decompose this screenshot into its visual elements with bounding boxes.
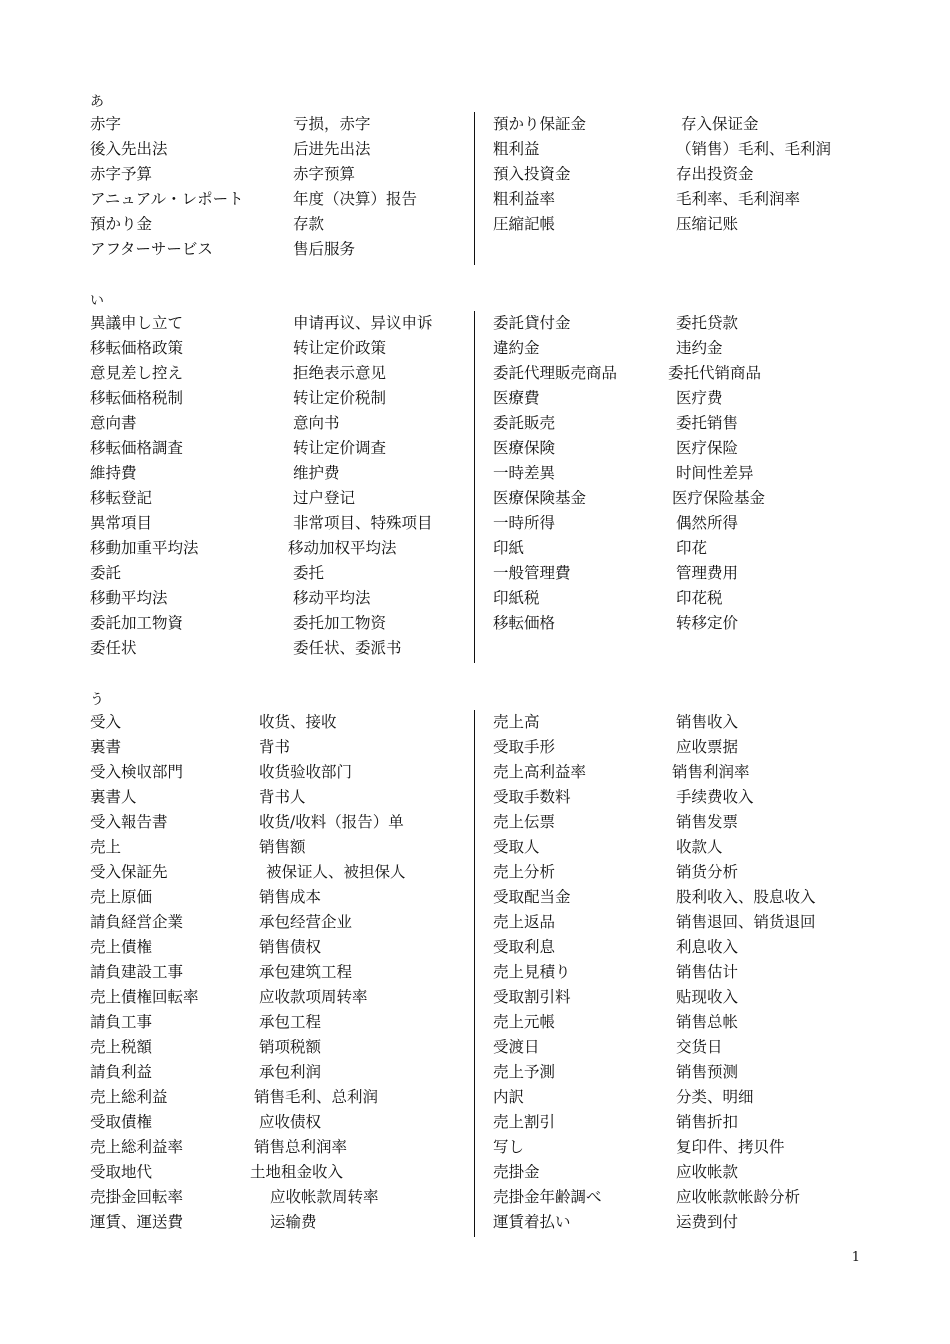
chinese-translation: 交货日 [676, 1038, 723, 1056]
term-row [90, 336, 470, 361]
japanese-term: 異議申し立て [90, 314, 184, 332]
japanese-term: 移転価格 [493, 614, 556, 632]
japanese-term: 売上総利益率 [90, 1138, 184, 1156]
term-row [476, 960, 870, 985]
term-row [90, 960, 470, 985]
chinese-translation: 分类、明细 [676, 1088, 754, 1106]
chinese-translation: 委托销售 [676, 414, 739, 432]
term-row [476, 586, 870, 611]
chinese-translation: 销售总帐 [676, 1013, 739, 1031]
japanese-term: 受取債権 [90, 1113, 153, 1131]
term-row [90, 561, 470, 586]
chinese-translation: 过户登记 [293, 489, 356, 507]
term-row [476, 336, 870, 361]
chinese-translation: 医疗费 [676, 389, 723, 407]
japanese-term: 売上元帳 [493, 1013, 556, 1031]
term-row [476, 835, 870, 860]
japanese-term: 圧縮記帳 [493, 215, 556, 233]
japanese-term: 印紙 [493, 539, 525, 557]
left-column [90, 710, 470, 1235]
chinese-translation: 承包工程 [259, 1013, 322, 1031]
term-row [90, 1085, 470, 1110]
japanese-term: 委託加工物資 [90, 614, 184, 632]
chinese-translation: 申请再议、异议申诉 [293, 314, 433, 332]
japanese-term: 一時所得 [493, 514, 556, 532]
japanese-term: 受取配当金 [493, 888, 571, 906]
term-row [90, 386, 470, 411]
term-row [90, 436, 470, 461]
japanese-term: 売掛金年齢調べ [493, 1188, 602, 1206]
japanese-term: 売上税額 [90, 1038, 153, 1056]
term-row [90, 785, 470, 810]
chinese-translation: 销售收入 [676, 713, 739, 731]
japanese-term: 赤字 [90, 115, 122, 133]
term-row [90, 636, 470, 661]
japanese-term: 委任状 [90, 639, 137, 657]
chinese-translation: 违约金 [676, 339, 723, 357]
chinese-translation: 应收票据 [676, 738, 739, 756]
japanese-term: 委託代理販売商品 [493, 364, 618, 382]
term-row [476, 461, 870, 486]
japanese-term: 売上原価 [90, 888, 153, 906]
chinese-translation: 销售预测 [676, 1063, 739, 1081]
chinese-translation: 委托贷款 [676, 314, 739, 332]
chinese-translation: 转让定价政策 [293, 339, 387, 357]
chinese-translation: （销售）毛利、毛利润 [676, 140, 832, 158]
chinese-translation: 亏损，赤字 [293, 115, 371, 133]
chinese-translation: 非常项目、特殊项目 [293, 514, 433, 532]
chinese-translation: 存入保证金 [681, 115, 759, 133]
term-row [90, 985, 470, 1010]
chinese-translation: 转让定价税制 [293, 389, 387, 407]
chinese-translation: 后进先出法 [293, 140, 371, 158]
term-row [90, 835, 470, 860]
term-row [90, 1035, 470, 1060]
chinese-translation: 医疗保险基金 [672, 489, 766, 507]
japanese-term: 売上 [90, 838, 122, 856]
japanese-term: 一時差異 [493, 464, 556, 482]
chinese-translation: 复印件、拷贝件 [676, 1138, 785, 1156]
term-row [476, 212, 870, 237]
chinese-translation: 销售利润率 [672, 763, 750, 781]
term-row [476, 910, 870, 935]
chinese-translation: 移动平均法 [293, 589, 371, 607]
chinese-translation: 销售折扣 [676, 1113, 739, 1131]
chinese-translation: 手续费收入 [676, 788, 754, 806]
term-row [476, 860, 870, 885]
term-row [90, 810, 470, 835]
chinese-translation: 维护费 [293, 464, 340, 482]
term-row [90, 1185, 470, 1210]
japanese-term: アニュアル・レポート [90, 190, 244, 208]
japanese-term: 売上総利益 [90, 1088, 168, 1106]
chinese-translation: 背书 [259, 738, 291, 756]
japanese-term: 売上高利益率 [493, 763, 587, 781]
japanese-term: 意向書 [90, 414, 137, 432]
japanese-term: 赤字予算 [90, 165, 153, 183]
chinese-translation: 销售估计 [676, 963, 739, 981]
japanese-term: 裏書人 [90, 788, 137, 806]
term-row [476, 1035, 870, 1060]
term-row [476, 935, 870, 960]
japanese-term: 移動加重平均法 [90, 539, 199, 557]
term-row [476, 411, 870, 436]
chinese-translation: 转移定价 [676, 614, 739, 632]
term-row [90, 1060, 470, 1085]
chinese-translation: 利息收入 [676, 938, 739, 956]
chinese-translation: 销售退回、销货退回 [676, 913, 816, 931]
term-row [476, 511, 870, 536]
term-row [476, 187, 870, 212]
term-row [90, 162, 470, 187]
japanese-term: 医療費 [493, 389, 540, 407]
term-row [90, 212, 470, 237]
japanese-term: 受入報告書 [90, 813, 168, 831]
japanese-term: 異常項目 [90, 514, 153, 532]
japanese-term: 売上予測 [493, 1063, 556, 1081]
japanese-term: 粗利益 [493, 140, 540, 158]
term-row [476, 1085, 870, 1110]
chinese-translation: 管理费用 [676, 564, 739, 582]
term-row [90, 361, 470, 386]
japanese-term: 売上伝票 [493, 813, 556, 831]
japanese-term: 預かり金 [90, 215, 153, 233]
chinese-translation: 医疗保险 [676, 439, 739, 457]
japanese-term: 裏書 [90, 738, 122, 756]
chinese-translation: 应收帐款周转率 [270, 1188, 379, 1206]
term-row [90, 1135, 470, 1160]
term-row [476, 985, 870, 1010]
chinese-translation: 应收帐款 [676, 1163, 739, 1181]
chinese-translation: 售后服务 [293, 240, 356, 258]
chinese-translation: 销售成本 [259, 888, 322, 906]
japanese-term: 売上債権回転率 [90, 988, 199, 1006]
japanese-term: 維持費 [90, 464, 137, 482]
chinese-translation: 运输费 [270, 1213, 317, 1231]
chinese-translation: 背书人 [259, 788, 306, 806]
chinese-translation: 应收帐款帐龄分析 [676, 1188, 801, 1206]
chinese-translation: 收货/收料（报告）单 [259, 813, 404, 831]
japanese-term: 売上割引 [493, 1113, 556, 1131]
term-row [90, 486, 470, 511]
right-column [476, 112, 870, 237]
chinese-translation: 时间性差异 [676, 464, 754, 482]
term-row [90, 935, 470, 960]
term-row [476, 486, 870, 511]
japanese-term: 受取地代 [90, 1163, 153, 1181]
term-row [90, 710, 470, 735]
chinese-translation: 赤字预算 [293, 165, 356, 183]
term-row [476, 386, 870, 411]
japanese-term: 売掛金回転率 [90, 1188, 184, 1206]
term-row [476, 561, 870, 586]
japanese-term: 移転価格調査 [90, 439, 184, 457]
chinese-translation: 印花 [676, 539, 708, 557]
section-kana-heading: う [90, 692, 104, 708]
term-row [90, 511, 470, 536]
japanese-term: 請負工事 [90, 1013, 153, 1031]
japanese-term: 一般管理費 [493, 564, 571, 582]
japanese-term: 運賃、運送費 [90, 1213, 184, 1231]
japanese-term: 委託販売 [493, 414, 556, 432]
japanese-term: アフターサービス [90, 240, 213, 258]
term-row [90, 611, 470, 636]
chinese-translation: 销售毛利、总利润 [254, 1088, 379, 1106]
term-row [476, 1185, 870, 1210]
chinese-translation: 应收债权 [259, 1113, 322, 1131]
japanese-term: 写し [493, 1138, 525, 1156]
japanese-term: 移転登記 [90, 489, 153, 507]
chinese-translation: 委任状、委派书 [293, 639, 402, 657]
chinese-translation: 委托 [293, 564, 325, 582]
term-row [90, 461, 470, 486]
term-row [90, 586, 470, 611]
japanese-term: 受取割引料 [493, 988, 571, 1006]
term-row [476, 710, 870, 735]
chinese-translation: 销售总利润率 [254, 1138, 348, 1156]
japanese-term: 粗利益率 [493, 190, 556, 208]
japanese-term: 受入 [90, 713, 122, 731]
japanese-term: 移転価格政策 [90, 339, 184, 357]
term-row [90, 187, 470, 212]
term-row [476, 112, 870, 137]
term-row [476, 760, 870, 785]
japanese-term: 請負建設工事 [90, 963, 184, 981]
term-row [90, 311, 470, 336]
term-row [476, 785, 870, 810]
chinese-translation: 收货、接收 [259, 713, 337, 731]
japanese-term: 請負利益 [90, 1063, 153, 1081]
term-row [90, 1160, 470, 1185]
chinese-translation: 存出投资金 [676, 165, 754, 183]
chinese-translation: 承包建筑工程 [259, 963, 353, 981]
japanese-term: 移動平均法 [90, 589, 168, 607]
chinese-translation: 销货分析 [676, 863, 739, 881]
japanese-term: 委託 [90, 564, 122, 582]
japanese-term: 受取人 [493, 838, 540, 856]
japanese-term: 後入先出法 [90, 140, 168, 158]
japanese-term: 売上見積り [493, 963, 571, 981]
section-kana-heading: い [90, 293, 104, 309]
japanese-term: 医療保険基金 [493, 489, 587, 507]
japanese-term: 違約金 [493, 339, 540, 357]
term-row [476, 611, 870, 636]
japanese-term: 請負経営企業 [90, 913, 184, 931]
japanese-term: 受入保証先 [90, 863, 168, 881]
japanese-term: 医療保険 [493, 439, 556, 457]
chinese-translation: 运费到付 [676, 1213, 739, 1231]
japanese-term: 内訳 [493, 1088, 525, 1106]
japanese-term: 売上分析 [493, 863, 556, 881]
chinese-translation: 收货验收部门 [259, 763, 353, 781]
term-row [90, 536, 470, 561]
term-row [476, 1210, 870, 1235]
japanese-term: 預入投資金 [493, 165, 571, 183]
japanese-term: 売上高 [493, 713, 540, 731]
chinese-translation: 移动加权平均法 [288, 539, 397, 557]
chinese-translation: 销售额 [259, 838, 306, 856]
left-column [90, 311, 470, 661]
term-row [90, 910, 470, 935]
column-divider [474, 710, 475, 1237]
japanese-term: 運賃着払い [493, 1213, 571, 1231]
japanese-term: 売上債権 [90, 938, 153, 956]
term-row [90, 411, 470, 436]
chinese-translation: 拒绝表示意见 [293, 364, 387, 382]
japanese-term: 受取利息 [493, 938, 556, 956]
japanese-term: 印紙税 [493, 589, 540, 607]
chinese-translation: 毛利率、毛利润率 [676, 190, 801, 208]
chinese-translation: 年度（决算）报告 [293, 190, 418, 208]
chinese-translation: 贴现收入 [676, 988, 739, 1006]
term-row [90, 237, 470, 262]
japanese-term: 売上返品 [493, 913, 556, 931]
chinese-translation: 销售发票 [676, 813, 739, 831]
term-row [90, 112, 470, 137]
term-row [476, 361, 870, 386]
chinese-translation: 委托代销商品 [668, 364, 762, 382]
term-row [476, 735, 870, 760]
term-row [476, 162, 870, 187]
chinese-translation: 土地租金收入 [250, 1163, 344, 1181]
term-row [476, 137, 870, 162]
chinese-translation: 意向书 [293, 414, 340, 432]
japanese-term: 受入検収部門 [90, 763, 184, 781]
term-row [476, 311, 870, 336]
chinese-translation: 被保证人、被担保人 [266, 863, 406, 881]
term-row [476, 1010, 870, 1035]
term-row [476, 536, 870, 561]
section-kana-heading: あ [90, 94, 104, 110]
chinese-translation: 销售债权 [259, 938, 322, 956]
column-divider [474, 311, 475, 663]
term-row [476, 1060, 870, 1085]
term-row [90, 760, 470, 785]
chinese-translation: 压缩记账 [676, 215, 739, 233]
term-row [476, 1160, 870, 1185]
chinese-translation: 承包利润 [259, 1063, 322, 1081]
term-row [476, 436, 870, 461]
right-column [476, 311, 870, 636]
term-row [476, 1110, 870, 1135]
chinese-translation: 委托加工物资 [293, 614, 387, 632]
chinese-translation: 承包经营企业 [259, 913, 353, 931]
term-row [90, 1010, 470, 1035]
japanese-term: 委託貸付金 [493, 314, 571, 332]
chinese-translation: 印花税 [676, 589, 723, 607]
right-column [476, 710, 870, 1235]
term-row [90, 860, 470, 885]
chinese-translation: 偶然所得 [676, 514, 739, 532]
chinese-translation: 销项税额 [259, 1038, 322, 1056]
column-divider [474, 112, 475, 265]
term-row [90, 1210, 470, 1235]
left-column [90, 112, 470, 262]
chinese-translation: 转让定价调查 [293, 439, 387, 457]
page-number: 1 [851, 1250, 860, 1265]
chinese-translation: 股利收入、股息收入 [676, 888, 816, 906]
term-row [476, 1135, 870, 1160]
term-row [90, 137, 470, 162]
japanese-term: 売掛金 [493, 1163, 540, 1181]
japanese-term: 受取手数料 [493, 788, 571, 806]
term-row [90, 735, 470, 760]
japanese-term: 意見差し控え [90, 364, 184, 382]
term-row [476, 885, 870, 910]
japanese-term: 受取手形 [493, 738, 556, 756]
japanese-term: 移転価格税制 [90, 389, 184, 407]
chinese-translation: 收款人 [676, 838, 723, 856]
japanese-term: 受渡日 [493, 1038, 540, 1056]
japanese-term: 預かり保証金 [493, 115, 587, 133]
chinese-translation: 存款 [293, 215, 325, 233]
term-row [90, 885, 470, 910]
chinese-translation: 应收款项周转率 [259, 988, 368, 1006]
term-row [90, 1110, 470, 1135]
term-row [476, 810, 870, 835]
